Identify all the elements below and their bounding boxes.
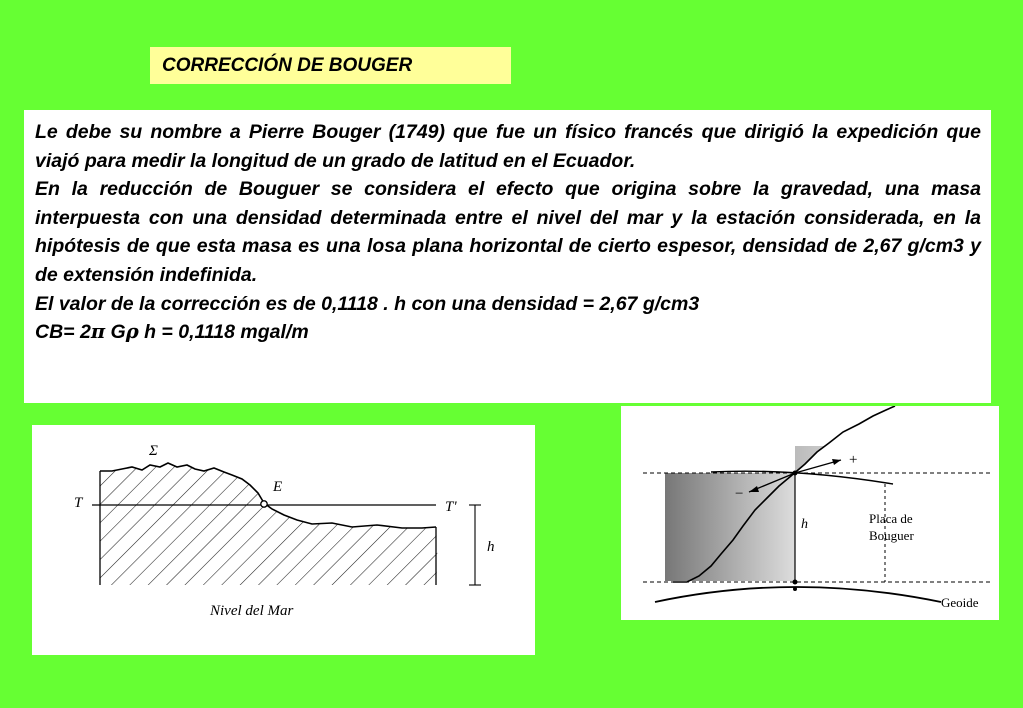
plus-label: +	[849, 452, 858, 468]
terrain-fill-above	[795, 406, 999, 473]
slide-title-text: CORRECCIÓN DE BOUGER	[162, 55, 413, 76]
h-label: h	[487, 539, 495, 555]
sea-level-dot	[793, 580, 798, 585]
formula-prefix: CB= 2	[35, 321, 91, 344]
slide-title	[150, 47, 511, 84]
formula-line	[35, 318, 981, 347]
placa-label-line1: Placa de	[869, 511, 913, 526]
station-point-e	[261, 501, 267, 507]
formula-g: G	[105, 321, 126, 344]
explanation-text-box	[24, 110, 991, 403]
geoid-dot	[793, 587, 797, 591]
paragraph-reduction: En la reducción de Bouguer se considera el efecto que origina sobre la gravedad, una masa interpuesta con una densidad determinada entre el nivel del mar y la estación considerada, en la hipótesis de que esta masa es una losa plana horizontal de cierto espesor, densidad de 2,67 g/cm3 y de extensión indefinida.	[35, 178, 981, 286]
sigma-label: Σ	[149, 443, 158, 459]
terrain-hatched-area	[100, 463, 438, 585]
paragraph-history: Le debe su nombre a Pierre Bouger (1749) que fue un físico francés que dirigió la expedición que viajó para medir la longitud de un grado de latitud en el Ecuador.	[35, 121, 981, 172]
placa-label-line2: Bouguer	[869, 528, 914, 543]
bouguer-plate-svg	[621, 406, 999, 620]
t-right-label: T'	[445, 499, 457, 515]
terrain-diagram-figure	[32, 425, 535, 655]
formula-pi-symbol: π	[90, 320, 106, 344]
terrain-diagram-svg	[32, 425, 535, 655]
paragraph-correction-value: El valor de la corrección es de 0,1118 . h con una densidad = 2,67 g/cm3	[35, 292, 700, 315]
formula-suffix: h = 0,1118 mgal/m	[138, 321, 309, 344]
minus-label: −	[735, 486, 744, 502]
geoide-label: Geoide	[941, 595, 979, 610]
sea-level-caption: Nivel del Mar	[210, 603, 294, 619]
e-label: E	[273, 479, 283, 495]
bouguer-plate-figure	[621, 406, 999, 620]
h-label-right: h	[801, 517, 808, 532]
formula-rho-symbol: ρ	[125, 320, 139, 344]
t-left-label: T	[74, 495, 83, 511]
